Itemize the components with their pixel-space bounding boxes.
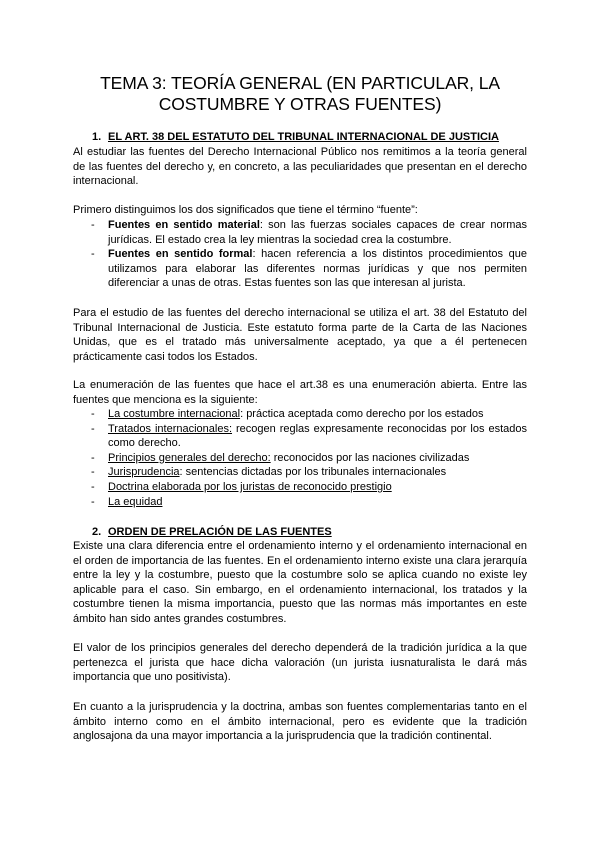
list-item: - La costumbre internacional: práctica aceptada como derecho por los estados <box>91 408 484 420</box>
list-item: - Jurisprudencia: sentencias dictadas por los tribunales internacionales <box>91 466 447 479</box>
section-2-paragraph-3: En cuanto a la jurisprudencia y la doctrina, ambas son fuentes complementarias tanto en el ámbito interno como en el ámbito internacional, pero es evidente que la tradición anglosajona da una mayor importancia a la jurisprudencia que la tradición continental. <box>73 701 527 743</box>
meaning-term: Fuentes en sentido formal <box>108 248 253 261</box>
section-1-number: 1. <box>92 131 102 143</box>
section-2-number: 2. <box>92 526 102 538</box>
section-2-paragraph-2: El valor de los principios generales del derecho dependerá de la tradición jurídica a la que pertenezca el jurista que hace dicha valoración (un jurista iusnaturalista le dará más importancia que uno positivista). <box>73 642 527 684</box>
sources-list <box>91 407 527 509</box>
source-term: Doctrina elaborada por los juristas de reconocido prestigio <box>108 480 392 493</box>
page-title <box>60 73 540 115</box>
list-item: - Fuentes en sentido formal: hacen referencia a los distintos procedimientos que utilizamos para elaborar las diferentes normas jurídicas y que nos permiten diferenciar a unas de otras. Estas fuentes son las que interesan al jurista. <box>91 248 527 290</box>
section-1-paragraph-1: Al estudiar las fuentes del Derecho Internacional Público nos remitimos a la teoría general de las fuentes del derecho y, en concreto, a las peculiaridades que presentan en el derecho internacional. <box>73 146 527 188</box>
section-1-paragraph-3: Para el estudio de las fuentes del derecho internacional se utiliza el art. 38 del Estatuto del Tribunal Internacional de Justicia. Este estatuto forma parte de la Carta de las Naciones Unidas, que es el tratado más universalmente aceptado, ya que a él pertenecen prácticamente casi todos los Estados. <box>73 307 527 363</box>
section-1-paragraph-4: La enumeración de las fuentes que hace el art.38 es una enumeración abierta. Entre las fuentes que menciona es la siguiente: <box>73 379 527 406</box>
meaning-term: Fuentes en sentido material <box>108 219 260 231</box>
list-item: - Fuentes en sentido material: son las fuerzas sociales capaces de crear normas jurídicas. El estado crea la ley mientras la sociedad crea la costumbre. <box>91 219 528 246</box>
source-term: Jurisprudencia <box>108 466 180 479</box>
section-2-heading <box>92 525 332 539</box>
section-2-paragraph-1: Existe una clara diferencia entre el ordenamiento interno y el ordenamiento internacional en el orden de importancia de las fuentes. En el ordenamiento interno existe una clara jerarquía entre la ley y la costumbre, puesto que la costumbre solo se aplica cuando no existe ley aplicable para el caso. Sin embargo, en el ordenamiento internacional, los tratados y la costumbre tienen la misma importancia, puesto que las normas más importantes en este ámbito han sido antes grandes costumbres. <box>73 540 527 625</box>
source-term: La equidad <box>108 495 163 508</box>
section-1-heading <box>92 130 499 144</box>
meanings-list <box>91 218 527 291</box>
section-2-title: ORDEN DE PRELACIÓN DE LAS FUENTES <box>108 526 332 538</box>
section-1-paragraph-2: Primero distinguimos los dos significados que tiene el término “fuente”: <box>73 204 418 216</box>
source-term: La costumbre internacional <box>108 408 241 420</box>
source-term: Tratados internacionales: <box>108 422 233 435</box>
section-1-title: EL ART. 38 DEL ESTATUTO DEL TRIBUNAL INTERNACIONAL DE JUSTICIA <box>108 131 499 143</box>
list-item: - Principios generales del derecho: reconocidos por las naciones civilizadas <box>91 451 470 464</box>
list-item: - Doctrina elaborada por los juristas de reconocido prestigio <box>91 480 392 493</box>
source-term: Principios generales del derecho: <box>108 451 271 464</box>
list-item: - La equidad <box>91 495 163 508</box>
title-line-1: TEMA 3: TEORÍA GENERAL (EN PARTICULAR, LA <box>100 73 500 93</box>
list-item: - Tratados internacionales: recogen reglas expresamente reconocidas por los estados como derecho. <box>91 422 527 450</box>
title-line-2: COSTUMBRE Y OTRAS FUENTES) <box>158 94 442 114</box>
